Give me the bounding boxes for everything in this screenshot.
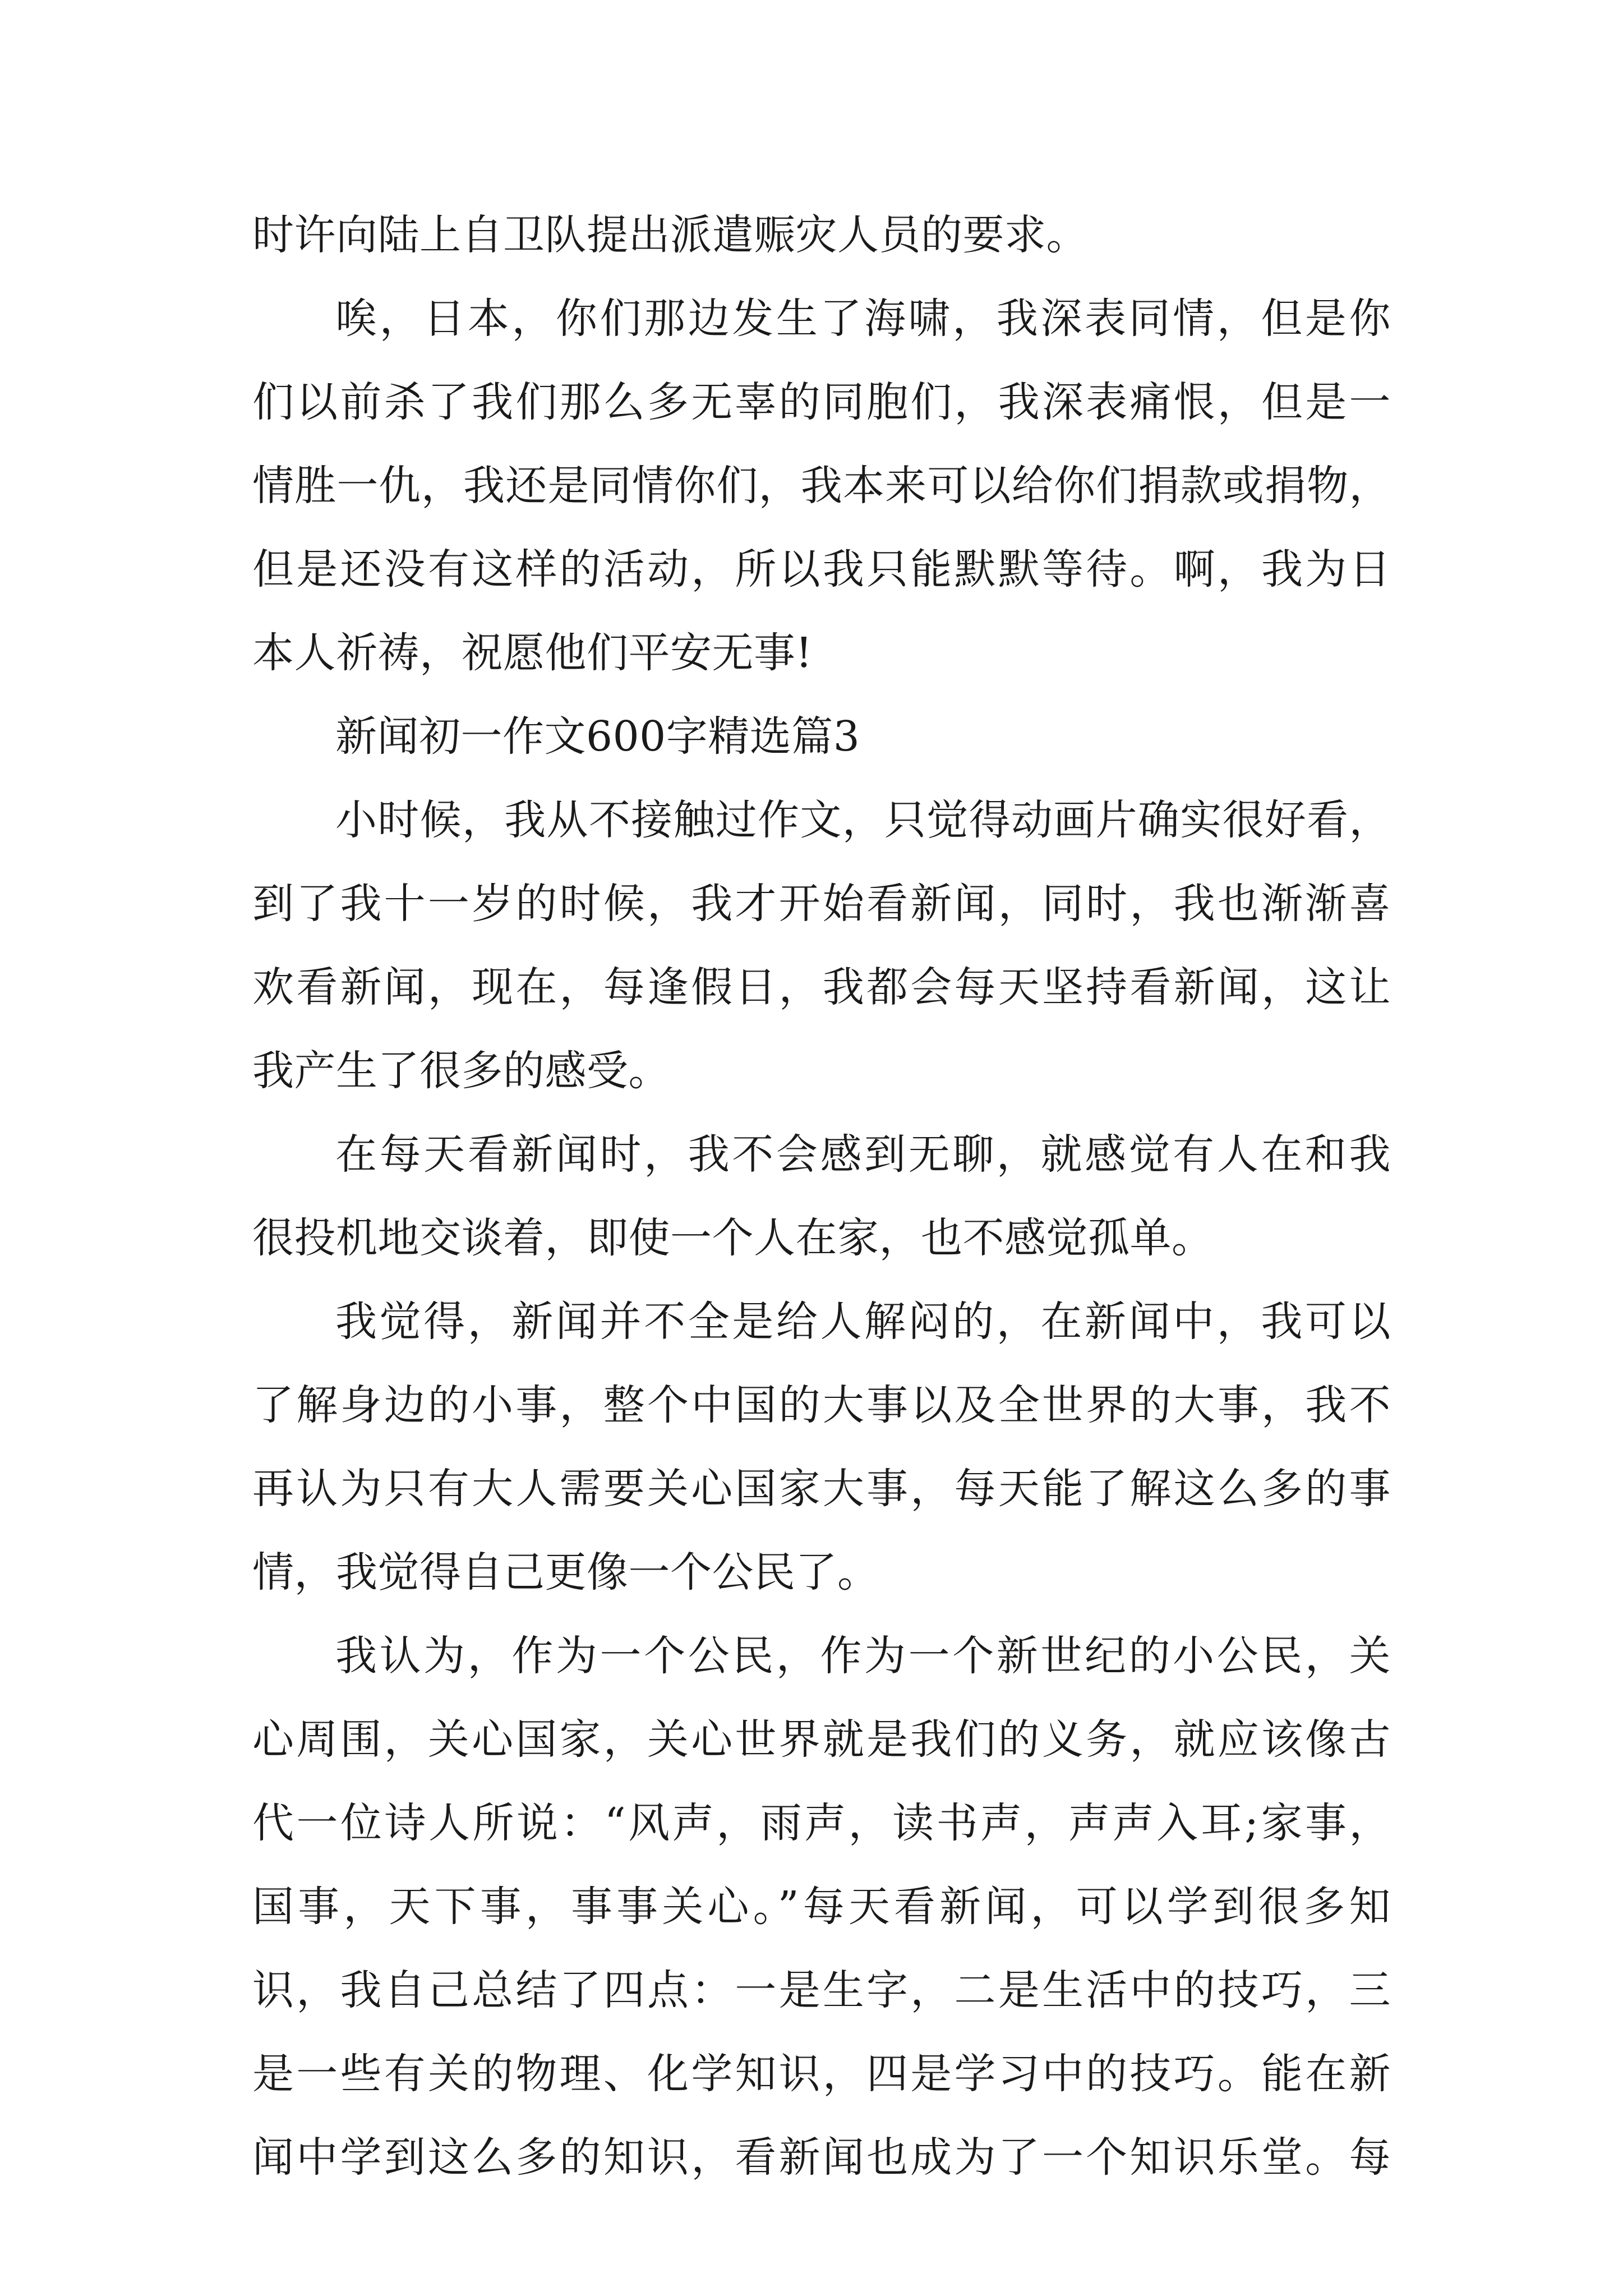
text-line: 到了我十一岁的时候，我才开始看新闻，同时，我也渐渐喜 xyxy=(252,880,1391,928)
text-line: 在每天看新闻时，我不会感到无聊，就感觉有人在和我 xyxy=(335,1130,1391,1179)
text-line: 是一些有关的物理、化学知识，四是学习中的技巧。能在新 xyxy=(252,2050,1391,2098)
text-line: 情，我觉得自己更像一个公民了。 xyxy=(252,1548,879,1596)
document-page xyxy=(252,194,1391,2200)
text-line: 我认为，作为一个公民，作为一个新世纪的小公民，关 xyxy=(335,1632,1391,1680)
paragraph-not-bored xyxy=(252,1113,1391,1280)
text-line: 情胜一仇，我还是同情你们，我本来可以给你们捐款或捐物， xyxy=(252,462,1391,510)
text-line: 闻中学到这么多的知识，看新闻也成为了一个知识乐堂。每 xyxy=(252,2133,1391,2182)
text-line: 我产生了很多的感受。 xyxy=(252,1047,670,1095)
text-line: 了解身边的小事，整个中国的大事以及全世界的大事，我不 xyxy=(252,1381,1391,1429)
paragraph-continuation xyxy=(252,194,1391,277)
text-line: 时许向陆上自卫队提出派遣赈灾人员的要求。 xyxy=(252,211,1088,259)
text-line: 唉，日本，你们那边发生了海啸，我深表同情，但是你 xyxy=(335,295,1391,343)
text-line: 本人祈祷，祝愿他们平安无事! xyxy=(252,629,813,677)
section-heading xyxy=(252,695,1391,779)
paragraph-sympathy xyxy=(252,277,1391,695)
section-title: 新闻初一作文600字精选篇3 xyxy=(335,712,860,761)
text-line: 欢看新闻，现在，每逢假日，我都会每天坚持看新闻，这让 xyxy=(252,963,1391,1011)
text-line: 代一位诗人所说：“风声，雨声，读书声，声声入耳;家事， xyxy=(252,1799,1391,1847)
text-line: 心周围，关心国家，关心世界就是我们的义务，就应该像古 xyxy=(252,1715,1391,1764)
text-line: 国事，天下事，事事关心。”每天看新闻，可以学到很多知 xyxy=(252,1883,1391,1931)
text-line: 再认为只有大人需要关心国家大事，每天能了解这么多的事 xyxy=(252,1465,1391,1513)
paragraph-duty xyxy=(252,1614,1391,2200)
text-line: 但是还没有这样的活动，所以我只能默默等待。啊，我为日 xyxy=(252,545,1391,593)
text-line: 们以前杀了我们那么多无辜的同胞们，我深表痛恨，但是一 xyxy=(252,378,1391,426)
text-line: 我觉得，新闻并不全是给人解闷的，在新闻中，我可以 xyxy=(335,1297,1391,1346)
paragraph-childhood xyxy=(252,779,1391,1113)
text-line: 小时候，我从不接触过作文，只觉得动画片确实很好看， xyxy=(335,796,1391,844)
paragraph-citizen xyxy=(252,1280,1391,1614)
text-line: 识，我自己总结了四点：一是生字，二是生活中的技巧，三 xyxy=(252,1966,1391,2014)
text-line: 很投机地交谈着，即使一个人在家，也不感觉孤单。 xyxy=(252,1214,1214,1262)
